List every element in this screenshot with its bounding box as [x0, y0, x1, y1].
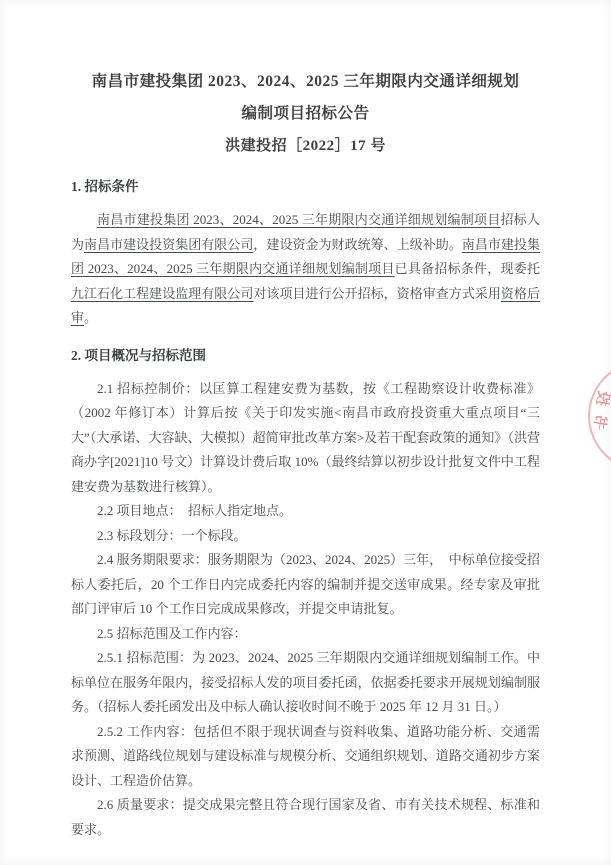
- clause-2-6: 2.6 质量要求：提交成果完整且符合现行国家及省、市有关技术规程、标准和要求。: [71, 797, 540, 837]
- section-1-heading: 1. 招标条件: [71, 179, 139, 194]
- underlined-agency-name: 九江石化工程建设监理有限公司: [71, 285, 254, 301]
- section-2: [71, 344, 540, 843]
- document-number: 洪建投招［2022］17 号: [225, 138, 386, 154]
- section-1: [71, 175, 540, 331]
- plain-text: 招标人为: [71, 212, 540, 252]
- underlined-tenderer-name: 南昌市建设投资集团有限公司: [84, 236, 254, 252]
- title-line-2: 编制项目招标公告: [241, 105, 370, 122]
- clause-2-4: 2.4 服务期限要求：服务期限为（2023、2024、2025）三年， 中标单位接受招标人委托后，20 个工作日内完成委托内容的编制并提交送审成果。经专家及审批部门评审后 10 个工作日完成成果修改，并提交申请批复。: [71, 552, 540, 616]
- clause-2-5-2: 2.5.2 工作内容：包括但不限于现状调查与资料收集、道路功能分析、交通需求预测、道路线位规划与建设标准与规模分析、交通组织规划、道路交通初步方案设计、工程造价估算。: [71, 723, 540, 788]
- document-title: [71, 66, 540, 130]
- plain-text: 。: [84, 310, 98, 325]
- seal-character-1: 投: [592, 389, 611, 408]
- underlined-project-name-2: 南昌市建投集团 2023、2024、2025 三年期限内交通详细规划编制项目: [71, 236, 540, 276]
- plain-text: 对该项目进行公开招标，资格审查方式采用: [253, 285, 501, 301]
- section-2-heading: 2. 项目概况与招标范围: [71, 347, 206, 363]
- plain-text: 已具备招标条件，现委托: [394, 261, 540, 276]
- title-line-1: 南昌市建投集团 2023、2024、2025 三年期限内交通详细规划: [91, 73, 520, 90]
- section-1-paragraph: [71, 208, 540, 331]
- underlined-project-name: 南昌市建投集团 2023、2024、2025 三年期限内交通详细规划编制项目: [97, 212, 501, 227]
- clause-2-3: 2.3 标段划分：一个标段。: [97, 527, 247, 543]
- underlined-qualification-method: 资格后审: [71, 285, 540, 325]
- seal-character-2: 书: [589, 413, 609, 432]
- plain-text: ，建设资金为财政统筹、上级补助。: [253, 236, 462, 252]
- clause-2-5-1: 2.5.1 招标范围：为 2023、2024、2025 三年期限内交通详细规划编制工作。中标单位在服务年限内，接受招标人发的项目委托函，依据委托要求开展规划编制服务。（招标人委托函发出及中标人确认接收时间不晚于 2025 年 12 月 31 日。）: [71, 650, 540, 714]
- clause-2-1: 2.1 招标控制价：以匡算工程建安费为基数，按《工程勘察设计收费标准》（2002 年修订本）计算后按《关于印发实施<南昌市政府投资重大重点项目“三大”（大承诺、大容缺、大模拟）超简审批改革方案>及若干配套政策的通知》（洪营商办字[2021]10 号文）计算设计费后取 10%（最终结算以初步设计批复文件中工程建安费为基数进行核算）。: [71, 380, 540, 494]
- clause-2-5: 2.5 招标范围及工作内容：: [97, 625, 247, 641]
- clause-2-2: 2.2 项目地点： 招标人指定地点。: [97, 503, 293, 518]
